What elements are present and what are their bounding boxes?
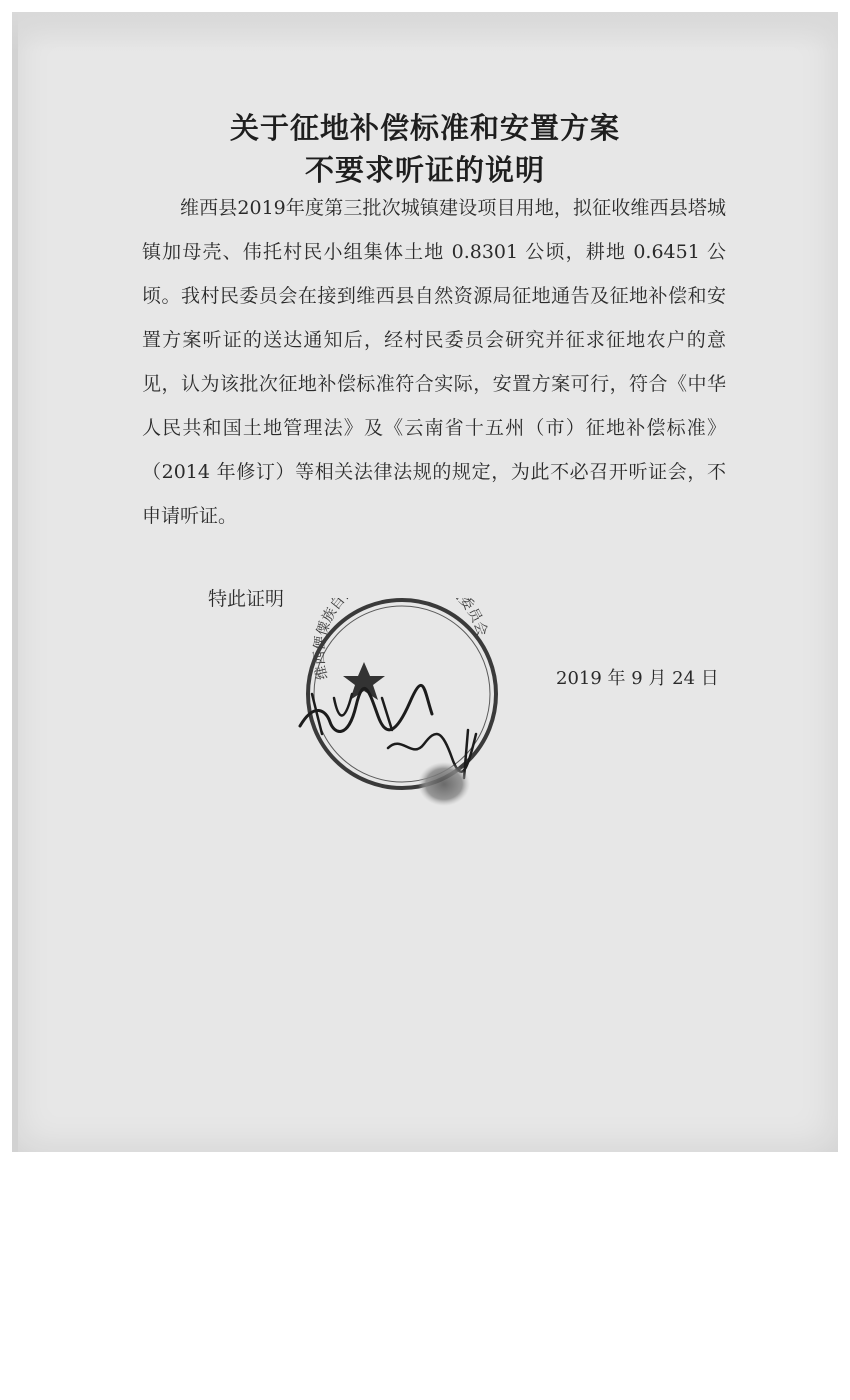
- document-body: 维西县2019年度第三批次城镇建设项目用地，拟征收维西县塔城镇加母壳、伟托村民小组集体土地 0.8301 公顷，耕地 0.6451 公顷。我村民委员会在接到维西县自然资源局征地通告及征地补偿和安置方案听证的送达通知后，经村民委员会研究并征求征地农户的意见，认为该批次征地补偿标准符合实际，安置方案可行，符合《中华人民共和国土地管理法》及《云南省十五州（市）征地补偿标准》（2014 年修订）等相关法律法规的规定，为此不必召开听证会，不申请听证。: [142, 197, 726, 527]
- document-title-line2: 不要求听证的说明: [304, 153, 545, 187]
- closing-phrase: 特此证明: [208, 588, 285, 610]
- document-date: 2019 年 9 月 24 日: [556, 668, 719, 689]
- star-icon: [343, 662, 385, 700]
- scan-edge-top: [12, 12, 838, 52]
- document-title-line1: 关于征地补偿标准和安置方案: [229, 111, 620, 145]
- seal-and-signature: [292, 598, 512, 828]
- official-seal-icon: [292, 598, 512, 828]
- seal-ring-text: 维西傈僳族自 委员会: [311, 598, 490, 682]
